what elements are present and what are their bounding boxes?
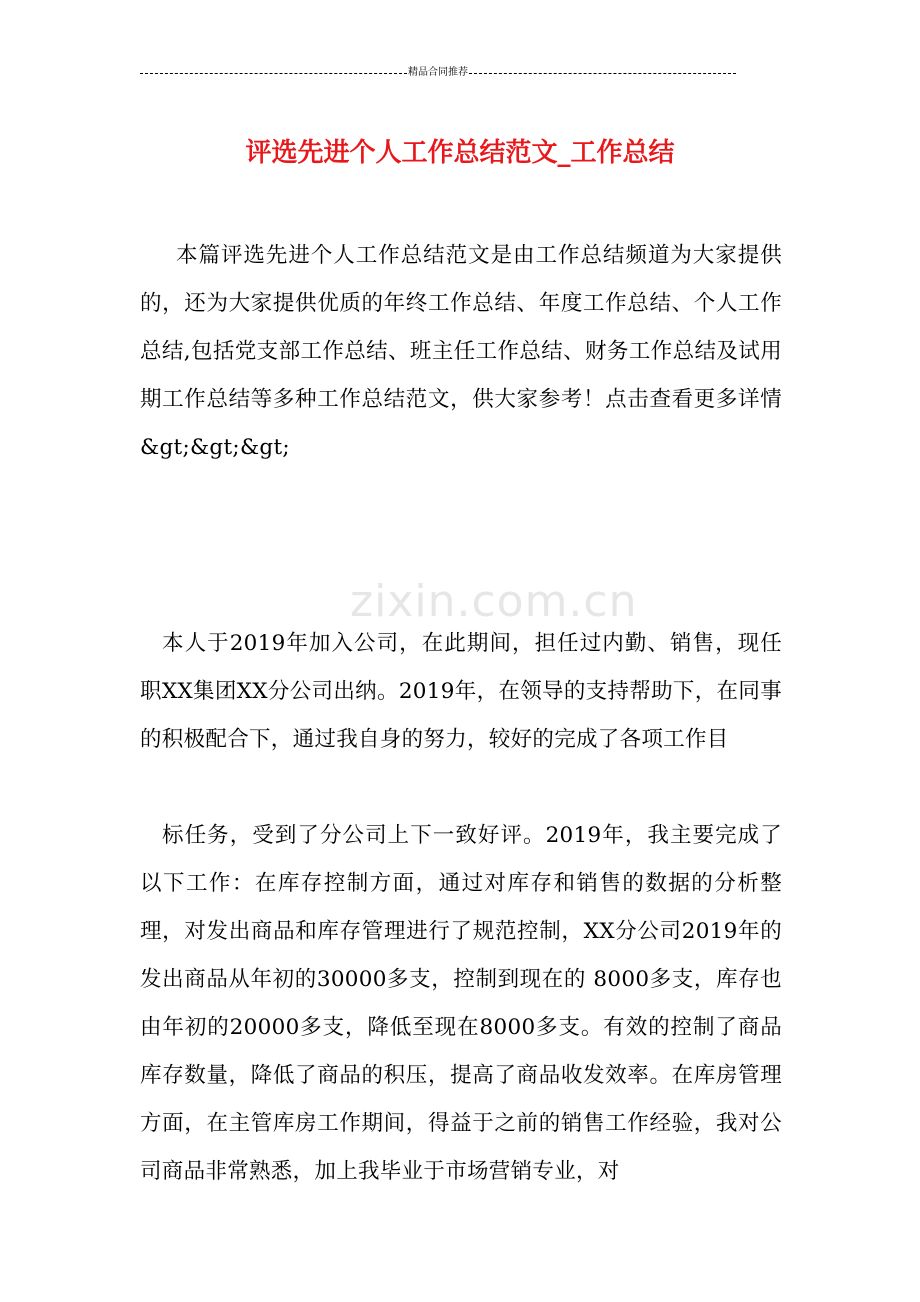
document-title: 评选先进个人工作总结范文_工作总结 [245,138,675,169]
watermark: zixin.com.cn [350,576,638,627]
intro-paragraph: 本篇评选先进个人工作总结范文是由工作总结频道为大家提供的，还为大家提供优质的年终工作总结、年度工作总结、个人工作总结,包括党支部工作总结、班主任工作总结、财务工作总结及试用期工作总结等多种工作总结范文，供大家参考！点击查看更多详情&gt;&gt;&gt; [140,243,782,460]
header-dash-left [140,73,407,74]
header-rule [140,66,736,80]
header-label: 精品合同推荐 [408,67,468,78]
body-paragraph-2: 标任务，受到了分公司上下一致好评。2019年，我主要完成了以下工作：在库存控制方面，通过对库存和销售的数据的分析整理，对发出商品和库存管理进行了规范控制，XX分公司2019年的发出商品从年初的30000多支，控制到现在的 8000多支，库存也由年初的20000多支，降低至现在8000多支。有效的控制了商品库存数量，降低了商品的积压，提高了商品收发效率。在库房管理方面，在主管库房工作期间，得益于之前的销售工作经验，我对公司商品非常熟悉，加上我毕业于市场营销专业，对 [140,823,782,1184]
header-dash-right [469,73,736,74]
body-paragraph-1: 本人于2019年加入公司，在此期间，担任过内勤、销售，现任职XX集团XX分公司出纳。2019年，在领导的支持帮助下，在同事的积极配合下，通过我自身的努力，较好的完成了各项工作目 [140,631,782,752]
